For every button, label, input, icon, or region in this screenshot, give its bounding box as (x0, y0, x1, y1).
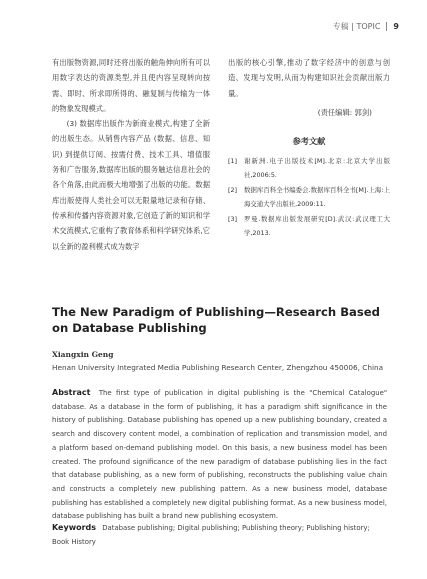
reference-number: [3] (228, 215, 238, 224)
abstract-text: The first type of publication in digital publishing is the "Chemical Catalogue" database. As a database in the form of publishing, it has a paradigm shift significance in the history of publishing. Database publishing has opened up a new publishing boundary, created a search and discovery content model, a combination of replication and transmission model, and a platform based on-demand publishing model. On this basis, a new business model has been created. The profound significance of the new paradigm of database publishing lies in the fact that database publishing, as a new form of publishing, reconstructs the publishing value chain and constructs a completely new publishing pattern. As a new business model, database publishing has established a completely new digital publishing format. As a new business model, database publishing has built a brand new publishing ecosystem. (52, 389, 387, 521)
header-divider (386, 22, 387, 31)
keywords-text: Database publishing; Digital publishing; Publishing theory; Publishing history; Book History (52, 524, 370, 546)
author-name: Xiangxin Geng (52, 350, 114, 359)
reference-item (228, 213, 390, 240)
reference-item (228, 184, 390, 211)
author-affiliation: Henan University Integrated Media Publishing Research Center, Zhengzhou 450006, China (52, 363, 384, 372)
left-paragraph-1: 有出版物资源,同时还将出版的触角伸向所有可以用数字表达的资源类型,并且使内容呈现转向按需、即时、所求即所得的、融复制与传输为一体的物象发现模式。 (52, 58, 210, 113)
reference-text: 数据库百科全书编委会.数据库百科全书[M].上海:上海交通大学出版社,2009:11. (244, 186, 390, 208)
left-paragraph-2: (3) 数据库出版作为新商业模式,构建了全新的出版生态。从销售内容产品 (数据、信息、知识) 到提供订阅、按需付费、技术工具、增值服务和广告服务,数据库出版的服务触达信息社会的各个角落,由此而极大地增强了出版的功能。数据库出版使得人类社会可以无限量地记录和存储、传承和传播内容资源对象,它创造了新的知识和学术交流模式,它重构了教育体系和科学研究体系,它以全新的盈利模式成为数字 (52, 119, 210, 251)
section-label: 专稿 | TOPIC (332, 22, 381, 31)
reference-number: [1] (228, 157, 238, 166)
keywords-label: Keywords (52, 523, 97, 532)
reference-item (228, 155, 390, 182)
page-header (333, 21, 399, 32)
english-title: The New Paradigm of Publishing—Research Based on Database Publishing (52, 305, 380, 335)
references-title: 参考文献 (292, 136, 326, 147)
keywords-block (52, 521, 387, 549)
reference-text: 罗曼.数据库出版发展研究[D].武汉:武汉理工大学,2013. (244, 215, 390, 237)
abstract-label: Abstract (52, 388, 91, 397)
right-column (228, 55, 390, 242)
reference-text: 谢新洲.电子出版技术[M].北京:北京大学出版社,2006:5. (244, 157, 390, 179)
right-paragraph: 出版的核心引擎,推动了数字经济中的创意与创造、发现与发明,从而为构建知识社会贡献出版力量。 (228, 58, 390, 98)
abstract-block (52, 386, 387, 524)
page-number: 9 (393, 22, 399, 31)
editor-note: (责任编辑: 郭剑) (317, 107, 372, 117)
left-column (52, 55, 210, 254)
reference-number: [2] (228, 186, 238, 195)
references-list (228, 155, 390, 240)
